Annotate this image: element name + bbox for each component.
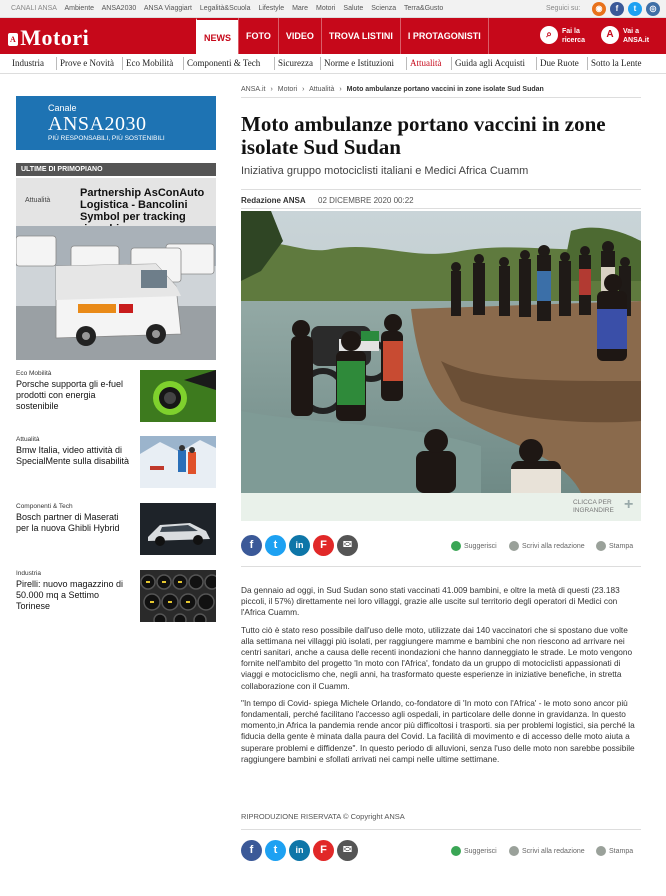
search-button[interactable] (540, 24, 592, 48)
brand-bar (0, 18, 666, 54)
write-editor-button[interactable] (509, 846, 585, 856)
channel-link[interactable]: Lifestyle (258, 5, 285, 12)
section-divider (320, 57, 321, 70)
channel-link[interactable]: Ambiente (64, 5, 95, 12)
ansa-logo-mark: A (10, 35, 17, 45)
featured-story[interactable] (16, 178, 216, 360)
featured-image-vans (16, 226, 216, 360)
item-image-fuel-cap (140, 370, 216, 422)
article-paragraph: Da gennaio ad oggi, in Sud Sudan sono stati vaccinati 41.009 bambini, e oltre la metà di questi (23.183 piccoli, il 57%) direttamente nei loro villaggi, grazie alle uscite sul territorio degli operatori di Medici con l'Africa Cuamm. (241, 585, 620, 618)
section-industria[interactable]: Industria (12, 58, 44, 68)
enlarge-label (573, 499, 614, 515)
section-due-ruote[interactable]: Due Ruote (540, 58, 579, 68)
breadcrumb-motori[interactable]: Motori (277, 86, 298, 93)
copyright-notice: RIPRODUZIONE RISERVATA © Copyright ANSA (241, 812, 405, 821)
section-sicurezza[interactable]: Sicurezza (278, 58, 313, 68)
section-divider (183, 57, 184, 70)
featured-title[interactable]: Partnership AsConAuto Logistica - Bancolini Symbol per tracking (80, 187, 205, 223)
primo-piano-header: ULTIME DI PRIMOPIANO (16, 163, 216, 176)
facebook-icon[interactable]: f (241, 535, 262, 556)
enlarge-photo-button[interactable] (241, 493, 641, 521)
write-editor-button[interactable] (509, 541, 585, 551)
nav-news[interactable]: NEWS (196, 18, 238, 54)
item-title[interactable]: Pirelli: nuovo magazzino di 50.000 mq a Settimo Torinese (16, 579, 124, 611)
print-icon (596, 541, 606, 551)
photo-river-motorbike (241, 211, 641, 493)
breadcrumb (241, 86, 641, 98)
facebook-icon[interactable]: f (610, 2, 624, 16)
facebook-icon[interactable]: f (241, 840, 262, 861)
article-date: 02 DICEMBRE 2020 00:22 (318, 196, 414, 205)
item-title[interactable]: Porsche supporta gli e-fuel prodotti con energia sostenibile (16, 379, 124, 411)
nav-video[interactable]: VIDEO (278, 18, 321, 54)
section-prove[interactable]: Prove e Novità (60, 58, 114, 68)
print-button[interactable] (596, 846, 633, 856)
article-photo[interactable] (241, 211, 641, 493)
item-title[interactable]: Bosch partner di Maserati per la nuova Ghibli Hybrid (16, 512, 120, 533)
search-button-label: Fai la ricerca (562, 28, 585, 44)
channel-link[interactable]: ANSA Viaggiart (143, 5, 192, 12)
rss-icon[interactable]: ◉ (592, 2, 606, 16)
top-channel-bar (0, 0, 666, 18)
channel-links (11, 5, 449, 12)
write-editor-label: Scrivi alla redazione (522, 847, 585, 855)
article-paragraph: "In tempo di Covid- spiega Michele Orlando, co-fondatore di 'In moto con l'Africa' - le moto sono ancor più fondamentali, perché facilitano l'accesso agli ospedali, in particolare delle donne in gravidanza. In questo momento,in Africa la pandemia rende ancor più difficoltosi i trasporti. sia per problemi logistici, sia perché la fiducia della gente è minata dalla paura del Covid. La facilità di movimento e di accesso delle moto aiuta a superare problemi e diffidenze". In questo periodo di alluvioni, senza l'uso delle moto non sarebbe possibile raggiungere bambini e sfollati arrivati nei campi nelle ultime settimane. (241, 697, 635, 764)
print-label: Stampa (609, 542, 634, 550)
ansa-home-button[interactable] (601, 24, 661, 48)
banner-brand: ANSA2030 (48, 113, 147, 135)
section-norme[interactable]: Norme e Istituzioni (324, 58, 394, 68)
suggest-button[interactable] (451, 541, 497, 551)
section-divider (451, 57, 452, 70)
plus-icon: + (624, 496, 634, 513)
breadcrumb-separator: › (339, 86, 342, 93)
flipboard-icon[interactable]: F (313, 535, 334, 556)
item-image-tires (140, 570, 216, 622)
item-image-maserati (140, 503, 216, 555)
divider (241, 829, 641, 830)
enlarge-label-line2: INGRANDIRE (573, 507, 614, 514)
main-nav (196, 18, 489, 54)
section-divider (536, 57, 537, 70)
print-icon (596, 846, 606, 856)
section-divider (122, 57, 123, 70)
breadcrumb-separator: › (302, 86, 305, 93)
linkedin-icon[interactable]: in (289, 840, 310, 861)
print-label: Stampa (609, 847, 634, 855)
sidebar-item-pirelli[interactable] (16, 570, 216, 626)
breadcrumb-attualita[interactable]: Attualità (309, 86, 335, 93)
article-title: Moto ambulanze portano vaccini in zone isolate Sud Sudan (241, 112, 606, 159)
channel-link[interactable]: Terra&Gusto (403, 5, 444, 12)
channel-link[interactable]: Mare (292, 5, 309, 12)
nav-trova-listini[interactable]: TROVA LISTINI (321, 18, 400, 54)
email-icon[interactable]: ✉ (337, 535, 358, 556)
item-image-ski (140, 436, 216, 488)
twitter-icon[interactable]: t (265, 535, 286, 556)
flipboard-icon[interactable]: F (313, 840, 334, 861)
channel-link[interactable]: Motori (316, 5, 336, 12)
follow-label: Seguici su: (546, 5, 581, 12)
twitter-icon[interactable]: t (628, 2, 642, 16)
twitter-icon[interactable]: t (265, 840, 286, 861)
section-divider (56, 57, 57, 70)
article-subtitle: Iniziativa gruppo motociclisti italiani e Medici Africa Cuamm (241, 165, 529, 177)
section-divider (274, 57, 275, 70)
item-title[interactable]: Bmw Italia, video attività di SpecialMente sulla disabilità (16, 445, 130, 466)
suggest-icon (451, 846, 461, 856)
breadcrumb-current: Moto ambulanze portano vaccini in zone isolate Sud Sudan (346, 86, 544, 93)
banner-canale: Canale (48, 103, 77, 113)
write-icon (509, 541, 519, 551)
write-editor-label: Scrivi alla redazione (522, 542, 585, 550)
featured-category: Attualità (25, 197, 51, 204)
sidebar-item-porsche[interactable] (16, 370, 216, 426)
section-nav (0, 54, 666, 74)
section-divider (406, 57, 407, 70)
article-author: Redazione ANSA (241, 196, 306, 205)
logo-text: Motori (20, 25, 90, 50)
instagram-icon[interactable]: ◎ (646, 2, 660, 16)
item-category: Attualità (16, 436, 40, 443)
channel-link[interactable]: Scienza (371, 5, 397, 12)
section-divider (587, 57, 588, 70)
channel-link[interactable]: ANSA2030 (101, 5, 137, 12)
section-componenti[interactable]: Componenti & Tech (187, 58, 261, 68)
print-button[interactable] (596, 541, 633, 551)
nav-protagonisti[interactable]: I PROTAGONISTI (400, 18, 489, 54)
section-attualita[interactable]: Attualità (410, 58, 442, 68)
article-body (241, 585, 641, 771)
byline (241, 189, 641, 209)
ansa-home-icon: A (601, 26, 619, 44)
search-icon: ⌕ (540, 26, 558, 44)
ansa2030-banner[interactable] (16, 96, 216, 150)
channel-label: CANALI ANSA (11, 5, 57, 12)
item-category: Eco Mobilità (16, 370, 52, 377)
share-bar-bottom (241, 840, 641, 864)
item-category: Componenti & Tech (16, 503, 73, 510)
linkedin-icon[interactable]: in (289, 535, 310, 556)
section-sotto-la-lente[interactable]: Sotto la Lente (591, 58, 642, 68)
write-icon (509, 846, 519, 856)
enlarge-label-line1: CLICCA PER (573, 499, 612, 506)
suggest-label: Suggerisci (464, 847, 497, 855)
ansa-home-label: Vai a ANSA.it (623, 28, 650, 44)
share-bar-top (241, 535, 641, 559)
sidebar-item-bmw[interactable] (16, 436, 216, 492)
suggest-label: Suggerisci (464, 542, 497, 550)
email-icon[interactable]: ✉ (337, 840, 358, 861)
banner-tagline: PIÙ RESPONSABILI, PIÙ SOSTENIBILI (48, 135, 165, 142)
breadcrumb-separator: › (270, 86, 273, 93)
item-category: Industria (16, 570, 41, 577)
breadcrumb-ansa[interactable]: ANSA.it (241, 86, 266, 93)
section-eco-mobilita[interactable]: Eco Mobilità (126, 58, 174, 68)
article-paragraph: Tutto ciò è stato reso possibile dall'uso delle moto, utilizzate dai 140 vaccinatori che si spostano due volte alla settimana nei villaggi più isolati, per raggiungere mamme e bambini che non riescono ad arrivare nei centri sanitari, anche a causa delle recenti inondazioni che hanno danneggiato le strade. Le moto vengono fornite nell'ambito del progetto 'In moto con l'Africa', fondato da un gruppo di motociclisti appassionati di viaggi e motociclismo che, negli anni, ha trasformato queste esperienze in iniziative benefiche, in stretta collaborazione con il Cuamm. (241, 624, 633, 691)
divider (241, 566, 641, 567)
channel-link[interactable]: Salute (343, 5, 364, 12)
motori-logo[interactable] (8, 25, 89, 51)
suggest-icon (451, 541, 461, 551)
channel-link[interactable]: Legalità&Scuola (199, 5, 251, 12)
sidebar-item-bosch[interactable] (16, 503, 216, 559)
suggest-button[interactable] (451, 846, 497, 856)
nav-foto[interactable]: FOTO (238, 18, 278, 54)
section-guida-acquisti[interactable]: Guida agli Acquisti (455, 58, 525, 68)
